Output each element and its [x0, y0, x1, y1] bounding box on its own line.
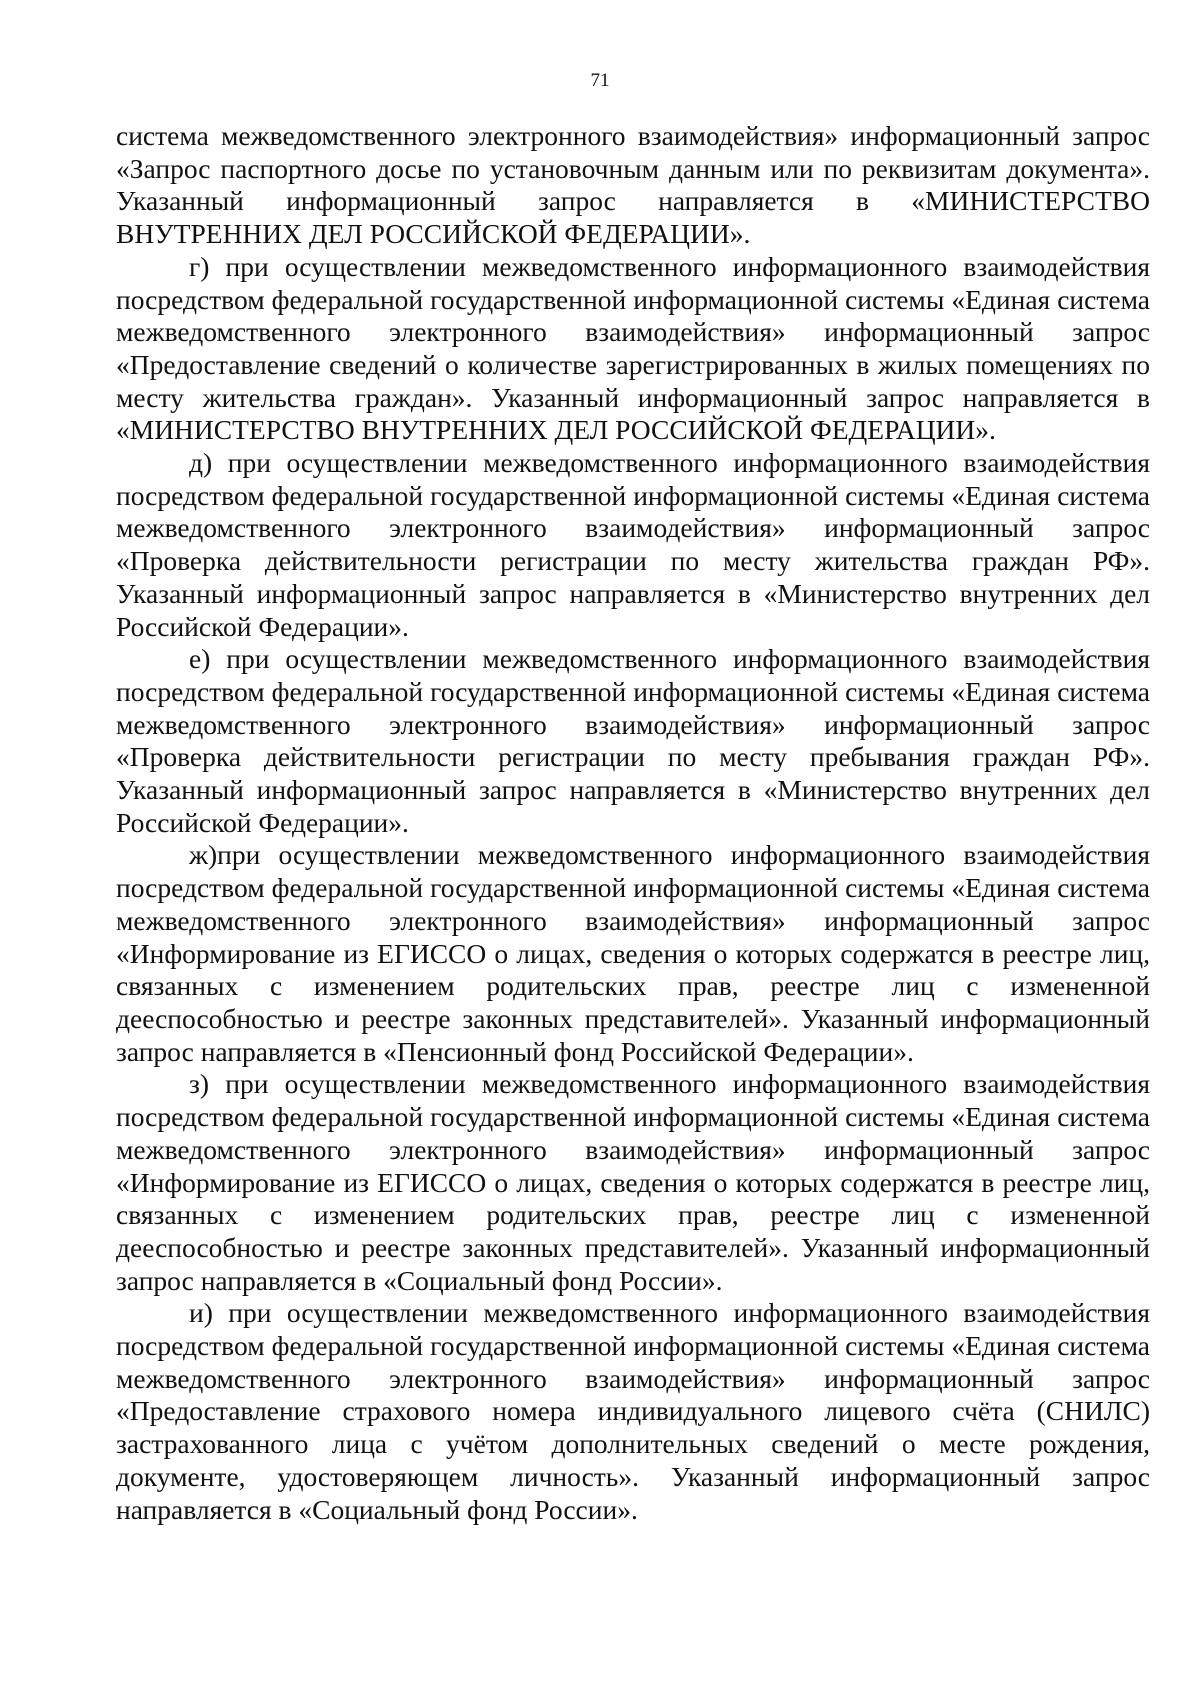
paragraph-item-i: и) при осуществлении межведомственного информационного взаимодействия посредством федеральной государственной информационной системы «Единая система межведомственного электронного взаимодействия» информационный запрос «Предоставление страхового номера индивидуального лицевого счёта (СНИЛС) застрахованного лица с учётом дополнительных сведений о месте рождения, документе, удостоверяющем личность». Указанный информационный запрос направляется в «Социальный фонд России».	[116, 1297, 1150, 1525]
paragraph-item-d: д) при осуществлении межведомственного информационного взаимодействия посредством федеральной государственной информационной системы «Единая система межведомственного электронного взаимодействия» информационный запрос «Проверка действительности регистрации по месту жительства граждан РФ». Указанный информационный запрос направляется в «Министерство внутренних дел Российской Федерации».	[116, 447, 1150, 642]
paragraph-item-z: з) при осуществлении межведомственного информационного взаимодействия посредством федеральной государственной информационной системы «Единая система межведомственного электронного взаимодействия» информационный запрос «Информирование из ЕГИССО о лицах, сведения о которых содержатся в реестре лиц, связанных с изменением родительских прав, реестре лиц с измененной дееспособностью и реестре законных представителей». Указанный информационный запрос направляется в «Социальный фонд России».	[116, 1068, 1150, 1296]
page-number: 71	[590, 70, 610, 91]
paragraph-continuation: система межведомственного электронного взаимодействия» информационный запрос «Запрос паспортного досье по установочным данным или по реквизитам документа». Указанный информационный запрос направляется в «МИНИСТЕРСТВО ВНУТРЕННИХ ДЕЛ РОССИЙСКОЙ ФЕДЕРАЦИИ».	[116, 120, 1150, 250]
paragraph-item-zh: ж)при осуществлении межведомственного информационного взаимодействия посредством федеральной государственной информационной системы «Единая система межведомственного электронного взаимодействия» информационный запрос «Информирование из ЕГИССО о лицах, сведения о которых содержатся в реестре лиц, связанных с изменением родительских прав, реестре лиц с измененной дееспособностью и реестре законных представителей». Указанный информационный запрос направляется в «Пенсионный фонд Российской Федерации».	[116, 839, 1150, 1067]
paragraph-item-e: е) при осуществлении межведомственного информационного взаимодействия посредством федеральной государственной информационной системы «Единая система межведомственного электронного взаимодействия» информационный запрос «Проверка действительности регистрации по месту пребывания граждан РФ». Указанный информационный запрос направляется в «Министерство внутренних дел Российской Федерации».	[116, 643, 1150, 838]
document-body	[116, 120, 1150, 1526]
paragraph-item-g: г) при осуществлении межведомственного информационного взаимодействия посредством федеральной государственной информационной системы «Единая система межведомственного электронного взаимодействия» информационный запрос «Предоставление сведений о количестве зарегистрированных в жилых помещениях по месту жительства граждан». Указанный информационный запрос направляется в «МИНИСТЕРСТВО ВНУТРЕННИХ ДЕЛ РОССИЙСКОЙ ФЕДЕРАЦИИ».	[116, 250, 1150, 446]
